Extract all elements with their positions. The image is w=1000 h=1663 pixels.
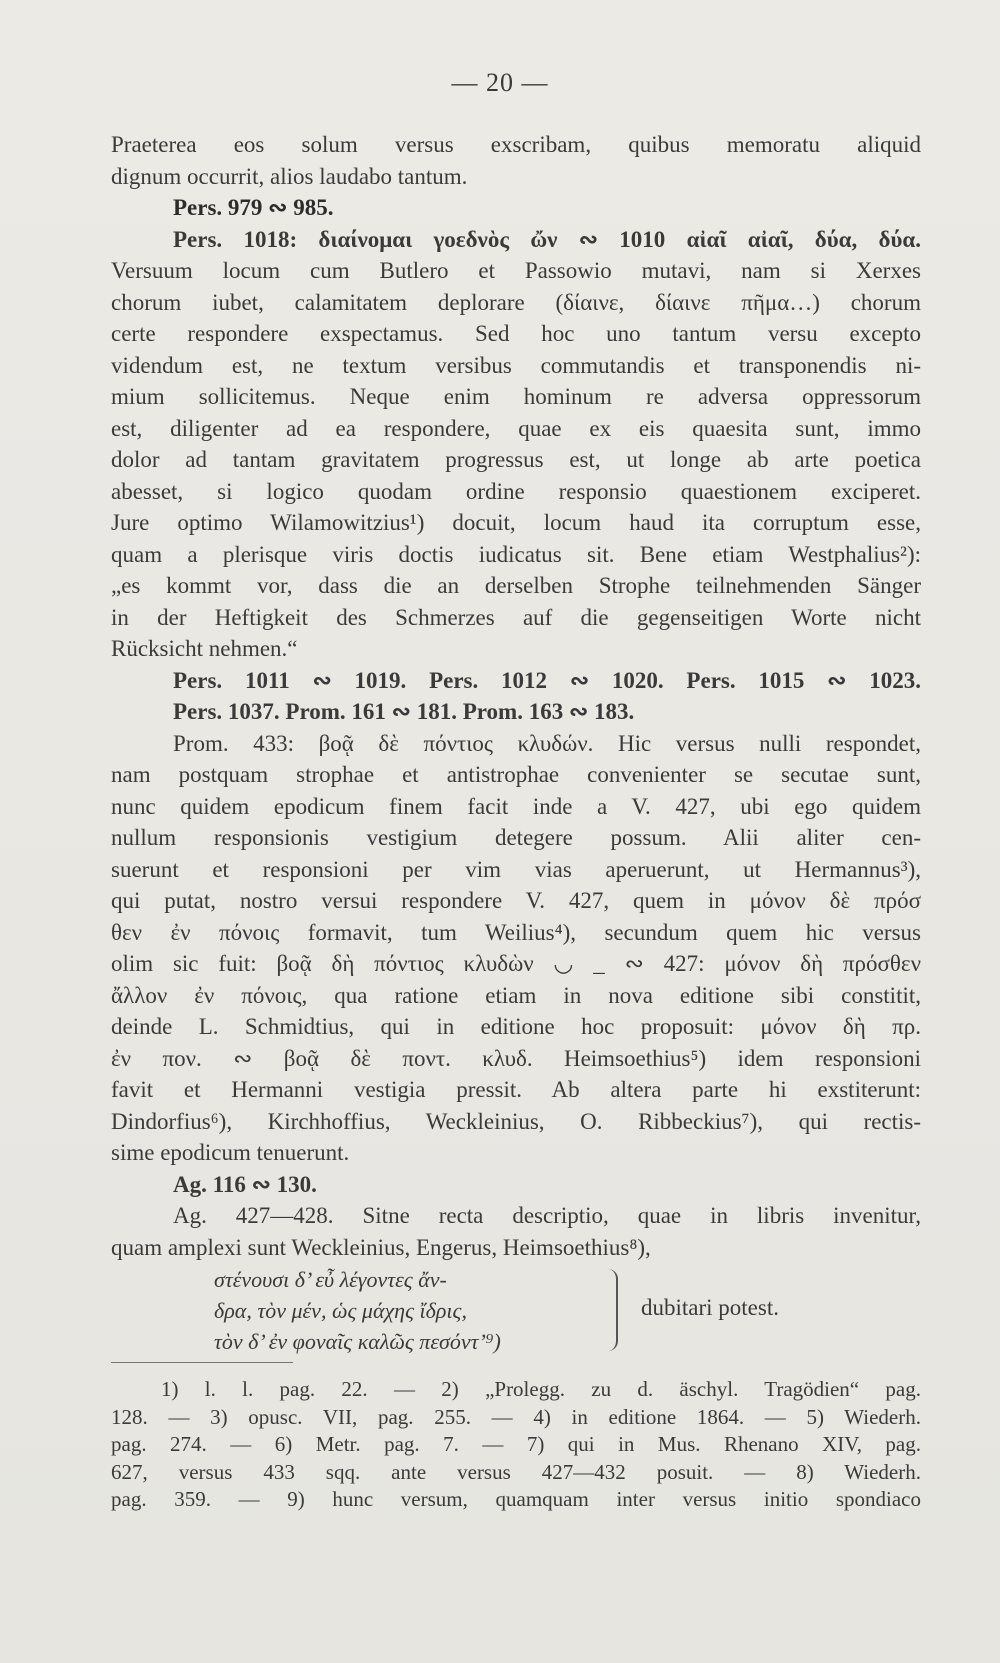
- text-line: „es kommt vor, dass die an derselben Strophe teilnehmenden Sänger: [111, 573, 921, 598]
- section-heading: Ag. 116 ∾ 130.: [173, 1171, 317, 1197]
- text-line: Rücksicht nehmen.“: [111, 636, 298, 661]
- text-line: in der Heftigkeit des Schmerzes auf die gegenseitigen Worte nicht: [111, 604, 921, 630]
- text-line: est, diligenter ad ea respondere, quae ex eis quaesita sunt, immo: [111, 415, 921, 441]
- text-line: ἐν πον. ∾ βοᾷ δὲ ποντ. κλυδ. Heimsoethius⁵) idem responsioni: [111, 1045, 921, 1071]
- footnote-line: pag. 274. — 6) Metr. pag. 7. — 7) qui in Mus. Rhenano XIV, pag.: [111, 1432, 921, 1456]
- text-line: Dindorfius⁶), Kirchhoffius, Weckleinius, O. Ribbeckius⁷), qui rectis-: [111, 1108, 921, 1134]
- page-number: — 20 —: [451, 68, 549, 97]
- section-heading: Prom. 433: βοᾷ δὲ πόντιος κλυδών. Hic versus nulli respondet,: [173, 730, 921, 756]
- text-line: chorum iubet, calamitatem deplorare (δίαινε, δίαινε πῆμα…) chorum: [111, 289, 921, 315]
- text-line: Versuum locum cum Butlero et Passowio mutavi, nam si Xerxes: [111, 258, 921, 283]
- text-line: quam a plerisque viris doctis iudicatus sit. Bene etiam Westphalius²):: [111, 541, 921, 567]
- text-line: certe respondere exspectamus. Sed hoc uno tantum versu excepto: [111, 321, 921, 346]
- footnote-line: 627, versus 433 sqq. ante versus 427—432 posuit. — 8) Wiederh.: [111, 1459, 921, 1484]
- text-line: quam amplexi sunt Weckleinius, Engerus, Heimsoethius⁸),: [111, 1234, 651, 1260]
- text-line: Praeterea eos solum versus exscribam, quibus memoratu aliquid: [111, 132, 921, 157]
- text-line: nullum responsionis vestigium detegere possum. Alii aliter cen-: [111, 825, 921, 850]
- main-text: [111, 129, 921, 1361]
- footnote-rule: [111, 1362, 293, 1363]
- text-line: nunc quidem epodicum finem facit inde a V. 427, ubi ego quidem: [111, 793, 921, 819]
- section-heading: Pers. 1011 ∾ 1019. Pers. 1012 ∾ 1020. Pers. 1015 ∾ 1023.: [173, 667, 921, 693]
- text-line: olim sic fuit: βοᾷ δὴ πόντιος κλυδὼν ◡ _ ∾ 427: μόνον δὴ πρόσθεν: [111, 951, 921, 976]
- section-heading: Ag. 427—428. Sitne recta descriptio, quae in libris invenitur,: [173, 1203, 921, 1228]
- verse-comment: dubitari potest.: [641, 1295, 779, 1320]
- text-line: nam postquam strophae et antistrophae convenienter se secutae sunt,: [111, 762, 921, 787]
- footnote-line: pag. 359. — 9) hunc versum, quamquam inter versus initio spondiaco: [111, 1487, 921, 1511]
- text-line: qui putat, nostro versui respondere V. 427, quem in μόνον δὲ πρόσ: [111, 888, 921, 913]
- verse-quotation: [111, 1263, 921, 1361]
- text-line: deinde L. Schmidtius, qui in editione hoc proposuit: μόνον δὴ πρ.: [111, 1014, 921, 1039]
- section-heading: Pers. 1018: διαίνομαι γοεδνὸς ὤν ∾ 1010 αἰαῖ αἰαῖ, δύα, δύα.: [173, 226, 921, 252]
- text-line: dignum occurrit, alios laudabo tantum.: [111, 163, 468, 189]
- footnote-line: 128. — 3) opusc. VII, pag. 255. — 4) in editione 1864. — 5) Wiederh.: [111, 1404, 921, 1429]
- text-line: ἄλλον ἐν πόνοις, qua ratione etiam in nova editione sibi constitit,: [111, 982, 921, 1008]
- text-line: suerunt et responsioni per vim vias aperuerunt, ut Hermannus³),: [111, 856, 921, 882]
- section-heading: Pers. 1037. Prom. 161 ∾ 181. Prom. 163 ∾ 183.: [173, 699, 635, 724]
- footnotes: [111, 1376, 921, 1514]
- text-line: sime epodicum tenuerunt.: [111, 1140, 350, 1165]
- footnote-line: 1) l. l. pag. 22. — 2) „Prolegg. zu d. äschyl. Tragödien“ pag.: [161, 1377, 921, 1401]
- text-line: mium sollicitemus. Neque enim hominum re adversa oppressorum: [111, 384, 921, 409]
- text-line: videndum est, ne textum versibus commutandis et transponendis ni-: [111, 352, 921, 378]
- text-line: θεν ἐν πόνοις formavit, tum Weilius⁴), secundum quem hic versus: [111, 919, 921, 945]
- text-line: Jure optimo Wilamowitzius¹) docuit, locum haud ita corruptum esse,: [111, 510, 921, 535]
- verse-line: δρα, τὸν μέν, ὡς μάχης ἴδρις,: [214, 1298, 467, 1323]
- verse-line: τὸν δ’ ἐν φοναῖς καλῶς πεσόντ’⁹): [214, 1329, 501, 1354]
- text-line: abesset, si logico quodam ordine responsio quaestionem exciperet.: [111, 478, 921, 504]
- text-line: dolor ad tantam gravitatem progressus est, ut longe ab arte poetica: [111, 447, 921, 472]
- section-heading: Pers. 979 ∾ 985.: [173, 195, 334, 220]
- text-line: favit et Hermanni vestigia pressit. Ab altera parte hi exstiterunt:: [111, 1077, 921, 1102]
- brace: [606, 1269, 618, 1351]
- verse-line: στένουσι δ’ εὖ λέγοντες ἄν-: [214, 1267, 447, 1292]
